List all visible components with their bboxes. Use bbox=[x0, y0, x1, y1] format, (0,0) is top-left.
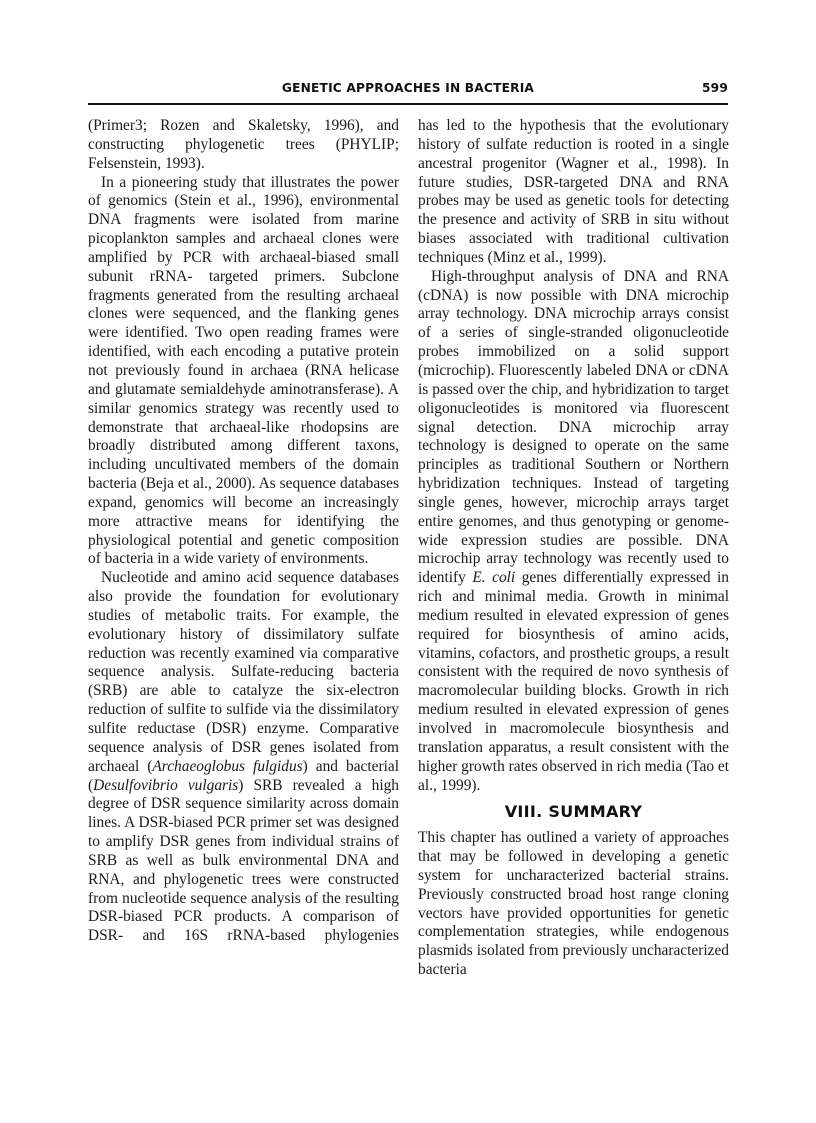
text-segment: Nucleotide and amino acid sequence databases also provide the foundation for evolutionary studies of metabolic traits. For example, the evolutionary history of dissimilatory sulfate reduction was recently examined via comparative sequence analysis. Sulfate-reducing bacteria (SRB) are able to catalyze the six-electron reduction of sulfite to sulfide via the dissimilatory sulfite reductase (DSR) enzyme. Comparative sequence analysis of DSR genes isolated from archaeal ( bbox=[88, 569, 399, 775]
text-segment: High-throughput analysis of DNA and RNA (cDNA) is now possible with DNA microchip array technology. DNA microchip arrays consist of a series of single-stranded oligonucleotide probes immobilized on a solid support (microchip). Fluorescently labeled DNA or cDNA is passed over the chip, and hybridization to target oligonucleotides is monitored via fluorescent signal detection. DNA microchip array technology is designed to operate on the same principles as traditional Southern or Northern hybridization techniques. Instead of targeting single genes, however, microchip arrays target entire genomes, and thus genotyping or genome-wide expression studies are possible. DNA microchip array technology was recently used to identify bbox=[418, 267, 729, 587]
paragraph-sequence-databases bbox=[88, 569, 399, 946]
running-title: GENETIC APPROACHES IN BACTERIA bbox=[281, 81, 535, 95]
paragraph-microchip-arrays bbox=[418, 268, 729, 796]
text-segment: genes differentially expressed in rich and minimal media. Growth in minimal medium resulted in elevated expression of genes required for biosynthesis of amino acids, vitamins, cofactors, and prosthetic groups, a result consistent with the required de novo synthesis of macromolecular building blocks. Growth in rich medium resulted in elevated expression of genes involved in macromolecule biosynthesis and translation apparatus, a result consistent with the higher growth rates observed in rich media (Tao et al., 1999). bbox=[418, 569, 729, 794]
left-column bbox=[88, 117, 399, 946]
header-rule bbox=[88, 103, 728, 105]
running-head bbox=[88, 78, 728, 100]
section-heading-summary: VIII. SUMMARY bbox=[504, 802, 643, 822]
paragraph-primer3-continuation: (Primer3; Rozen and Skaletsky, 1996), and constructing phylogenetic trees (PHYLIP; Felsenstein, 1993). bbox=[88, 117, 399, 172]
text-segment: ) and bacterial ( bbox=[88, 757, 399, 794]
paragraph-summary: This chapter has outlined a variety of approaches that may be followed in developing a genetic system for uncharacterized bacterial strains. Previously constructed broad host range cloning vectors have provided opportunities for genetic complementation strategies, while endogenous plasmids isolated from previously uncharacterized bacteria bbox=[418, 829, 729, 979]
right-column bbox=[418, 117, 729, 980]
species-name-archaeoglobus: Archaeoglobus fulgidus bbox=[152, 757, 303, 775]
species-name-desulfovibrio: Desulfovibrio vulgaris bbox=[93, 776, 239, 794]
species-name-e-coli: E. coli bbox=[472, 569, 516, 587]
paragraph-dsr-hypothesis: has led to the hypothesis that the evolutionary history of sulfate reduction is rooted in a single ancestral progenitor (Wagner et al., 1998). In future studies, DSR-targeted DNA and RNA probes may be used as genetic tools for detecting the presence and activity of SRB in situ without biases associated with traditional cultivation techniques (Minz et al., 1999). bbox=[418, 117, 729, 266]
paragraph-genomics-study: In a pioneering study that illustrates the power of genomics (Stein et al., 1996), environmental DNA fragments were isolated from marine picoplankton samples and archaeal clones were amplified by PCR with archaeal-biased small subunit rRNA- targeted primers. Subclone fragments generated from the resulting archaeal clones were sequenced, and the flanking genes were identified. Two open reading frames were identified, with each encoding a putative protein not previously found in archaea (RNA helicase and glutamate semialdehyde aminotransferase). A similar genomics strategy was recently used to demonstrate that archaeal-like rhodopsins are broadly distributed among different taxons, including uncultivated members of the domain bacteria (Beja et al., 2000). As sequence databases expand, genomics will become an increasingly more attractive means for identifying the physiological potential and genetic composition of bacteria in a wide variety of environments. bbox=[88, 173, 399, 568]
page-number: 599 bbox=[701, 81, 728, 95]
text-segment: ) SRB revealed a high degree of DSR sequence similarity across domain lines. A DSR-biased PCR primer set was designed to amplify DSR genes from individual strains of SRB as well as bulk environmental DNA and RNA, and phylogenetic trees were constructed from nucleotide sequence analysis of the resulting DSR-biased PCR products. A comparison of DSR- and 16S rRNA-based phylogenies bbox=[88, 776, 399, 945]
